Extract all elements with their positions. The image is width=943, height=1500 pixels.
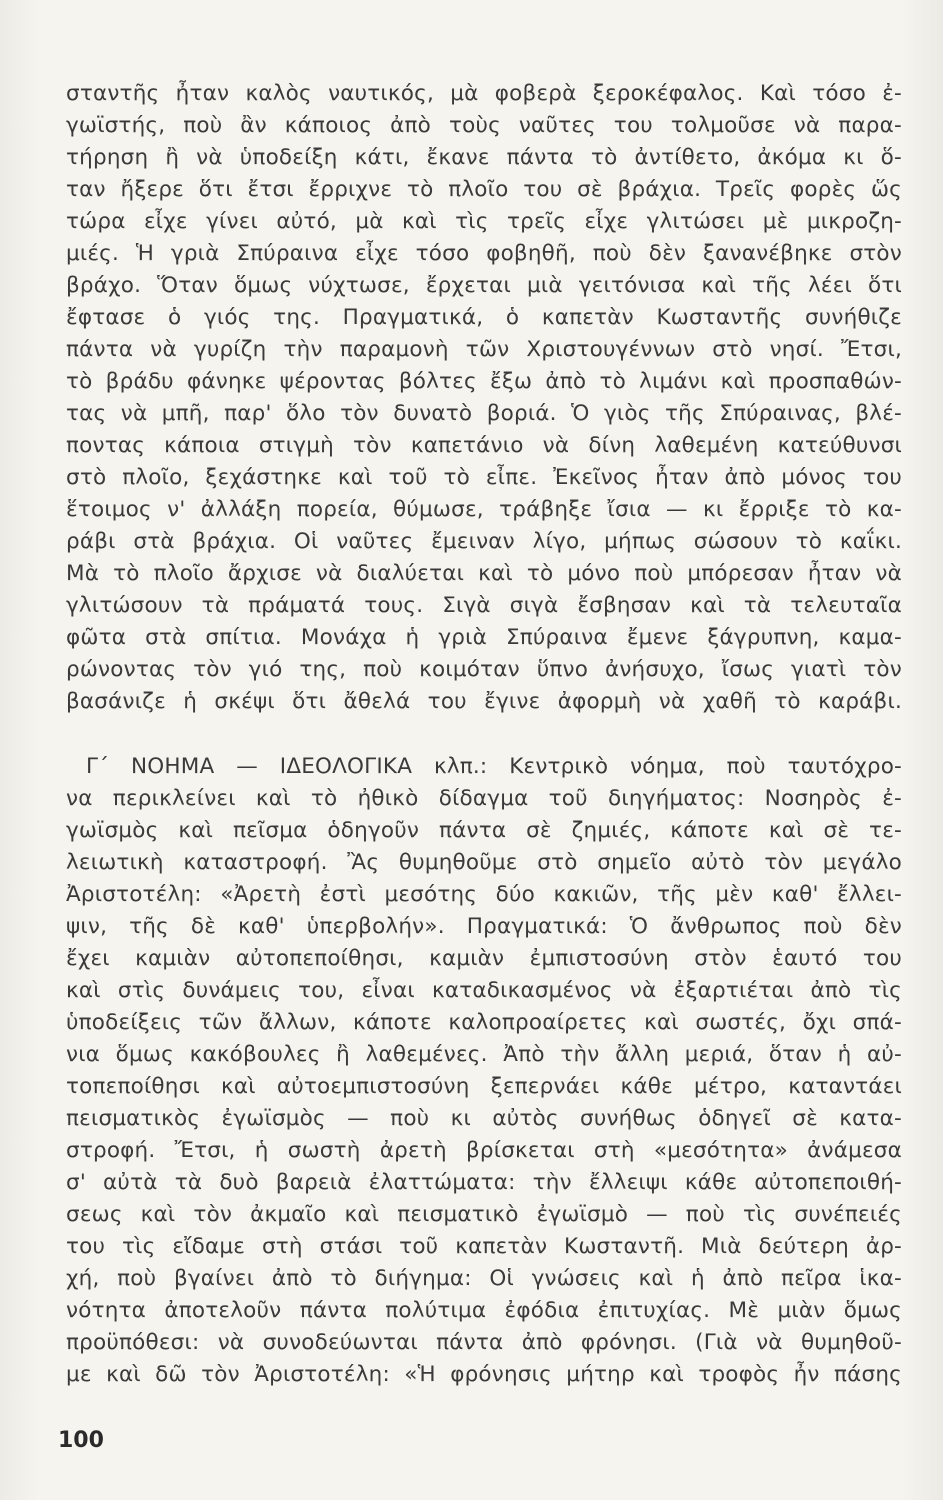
page-number: 100 (58, 1428, 104, 1453)
text-line: χή, ποὺ βγαίνει ἀπὸ τὸ διήγημα: Οἱ γνώσεις καὶ ἡ ἀπὸ πεῖρα ἱκα- (66, 1266, 902, 1291)
text-line: πεισματικὸς ἐγωϊσμὸς — ποὺ κι αὐτὸς συνήθως ὁδηγεῖ σὲ κατα- (66, 1106, 902, 1131)
text-line: στὸ πλοῖο, ξεχάστηκε καὶ τοῦ τὸ εἶπε. Ἐκεῖνος ἦταν ἀπὸ μόνος του (66, 465, 902, 490)
text-line: λειωτικὴ καταστροφή. Ἂς θυμηθοῦμε στὸ σημεῖο αὐτὸ τὸν μεγάλο (66, 850, 902, 875)
text-line: ράβι στὰ βράχια. Οἱ ναῦτες ἔμειναν λίγο, μήπως σώσουν τὸ καΐκι. (66, 529, 902, 554)
text-line: τήρηση ἢ νὰ ὑποδείξη κάτι, ἔκανε πάντα τὸ ἀντίθετο, ἀκόμα κι ὅ- (66, 145, 902, 170)
text-line: τώρα εἶχε γίνει αὐτό, μὰ καὶ τὶς τρεῖς εἶχε γλιτώσει μὲ μικροζη- (66, 209, 902, 234)
text-line: βασάνιζε ἡ σκέψι ὅτι ἄθελά του ἔγινε ἀφορμὴ νὰ χαθῆ τὸ καράβι. (66, 689, 902, 714)
section-heading-line: Γ΄ ΝΟΗΜΑ — ΙΔΕΟΛΟΓΙΚΑ κλπ.: Κεντρικὸ νόημα, ποὺ ταυτόχρο- (86, 754, 902, 779)
text-line: σεως καὶ τὸν ἀκμαῖο καὶ πεισματικὸ ἐγωϊσμὸ — ποὺ τὶς συνέπειές (66, 1202, 902, 1227)
text-line: του τὶς εἴδαμε στὴ στάσι τοῦ καπετὰν Κωσταντῆ. Μιὰ δεύτερη ἀρ- (66, 1234, 902, 1259)
text-line: Ἀριστοτέλη: «Ἀρετὴ ἐστὶ μεσότης δύο κακιῶν, τῆς μὲν καθ' ἔλλει- (66, 882, 902, 907)
text-line: νότητα ἀποτελοῦν πάντα πολύτιμα ἐφόδια ἐπιτυχίας. Μὲ μιὰν ὅμως (66, 1298, 902, 1323)
text-line: προϋπόθεσι: νὰ συνοδεύωνται πάντα ἀπὸ φρόνησι. (Γιὰ νὰ θυμηθοῦ- (66, 1330, 902, 1355)
text-line: με καὶ δῶ τὸν Ἀριστοτέλη: «Ἡ φρόνησις μήτηρ καὶ τροφὸς ἦν πάσης (66, 1362, 902, 1387)
text-line: στροφή. Ἔτσι, ἡ σωστὴ ἀρετὴ βρίσκεται στὴ «μεσότητα» ἀνάμεσα (66, 1138, 902, 1163)
text-line: ρώνοντας τὸν γιό της, ποὺ κοιμόταν ὕπνο ἀνήσυχο, ἴσως γιατὶ τὸν (66, 657, 902, 682)
paragraph-story-ending (66, 78, 902, 718)
text-line: πάντα νὰ γυρίζη τὴν παραμονὴ τῶν Χριστουγέννων στὸ νησί. Ἔτσι, (66, 337, 902, 362)
text-line: νια ὅμως κακόβουλες ἢ λαθεμένες. Ἀπὸ τὴν ἄλλη μεριά, ὅταν ἡ αὐ- (66, 1042, 902, 1067)
text-line: γλιτώσουν τὰ πράματά τους. Σιγὰ σιγὰ ἔσβησαν καὶ τὰ τελευταῖα (66, 593, 902, 618)
text-line: βράχο. Ὅταν ὅμως νύχτωσε, ἔρχεται μιὰ γειτόνισα καὶ τῆς λέει ὅτι (66, 273, 902, 298)
text-line: ποντας κάποια στιγμὴ τὸν καπετάνιο νὰ δίνη λαθεμένη κατεύθυνσι (66, 433, 902, 458)
text-line: ἔχει καμιὰν αὐτοπεποίθησι, καμιὰν ἐμπιστοσύνη στὸν ἑαυτό του (66, 946, 902, 971)
text-line: να περικλείνει καὶ τὸ ἠθικὸ δίδαγμα τοῦ διηγήματος: Νοσηρὸς ἐ- (66, 786, 902, 811)
text-line: σταντῆς ἦταν καλὸς ναυτικός, μὰ φοβερὰ ξεροκέφαλος. Καὶ τόσο ἐ- (66, 81, 902, 106)
text-line: ταν ἤξερε ὅτι ἔτσι ἔρριχνε τὸ πλοῖο του σὲ βράχια. Τρεῖς φορὲς ὥς (66, 177, 902, 202)
paragraph-meaning-ideology (66, 751, 902, 1391)
text-line: γωϊστής, ποὺ ἂν κάποιος ἀπὸ τοὺς ναῦτες του τολμοῦσε νὰ παρα- (66, 113, 902, 138)
text-line: τὸ βράδυ φάνηκε ψέροντας βόλτες ἔξω ἀπὸ τὸ λιμάνι καὶ προσπαθών- (66, 369, 902, 394)
text-line: ἔφτασε ὁ γιός της. Πραγματικά, ὁ καπετὰν Κωσταντῆς συνήθιζε (66, 305, 902, 330)
text-line: γωϊσμὸς καὶ πεῖσμα ὁδηγοῦν πάντα σὲ ζημιές, κάποτε καὶ σὲ τε- (66, 818, 902, 843)
text-line: τας νὰ μπῆ, παρ' ὅλο τὸν δυνατὸ βοριά. Ὁ γιὸς τῆς Σπύραινας, βλέ- (66, 401, 902, 426)
text-line: ἕτοιμος ν' ἀλλάξη πορεία, θύμωσε, τράβηξε ἴσια — κι ἔρριξε τὸ κα- (66, 497, 902, 522)
text-line: φῶτα στὰ σπίτια. Μονάχα ἡ γριὰ Σπύραινα ἔμενε ξάγρυπνη, καμα- (66, 625, 902, 650)
text-line: τοπεποίθησι καὶ αὐτοεμπιστοσύνη ξεπερνάει κάθε μέτρο, καταντάει (66, 1074, 902, 1099)
text-line: σ' αὐτὰ τὰ δυὸ βαρειὰ ἐλαττώματα: τὴν ἔλλειψι κάθε αὐτοπεποιθή- (66, 1170, 902, 1195)
text-line: ὑποδείξεις τῶν ἄλλων, κάποτε καλοπροαίρετες καὶ σωστές, ὄχι σπά- (66, 1010, 902, 1035)
text-line: Μὰ τὸ πλοῖο ἄρχισε νὰ διαλύεται καὶ τὸ μόνο ποὺ μπόρεσαν ἦταν νὰ (66, 561, 902, 586)
text-line: ψιν, τῆς δὲ καθ' ὑπερβολήν». Πραγματικά: Ὁ ἄνθρωπος ποὺ δὲν (66, 914, 902, 939)
text-line: μιές. Ἡ γριὰ Σπύραινα εἶχε τόσο φοβηθῆ, ποὺ δὲν ξανανέβηκε στὸν (66, 241, 902, 266)
text-line: καὶ στὶς δυνάμεις του, εἶναι καταδικασμένος νὰ ἐξαρτιέται ἀπὸ τὶς (66, 978, 902, 1003)
